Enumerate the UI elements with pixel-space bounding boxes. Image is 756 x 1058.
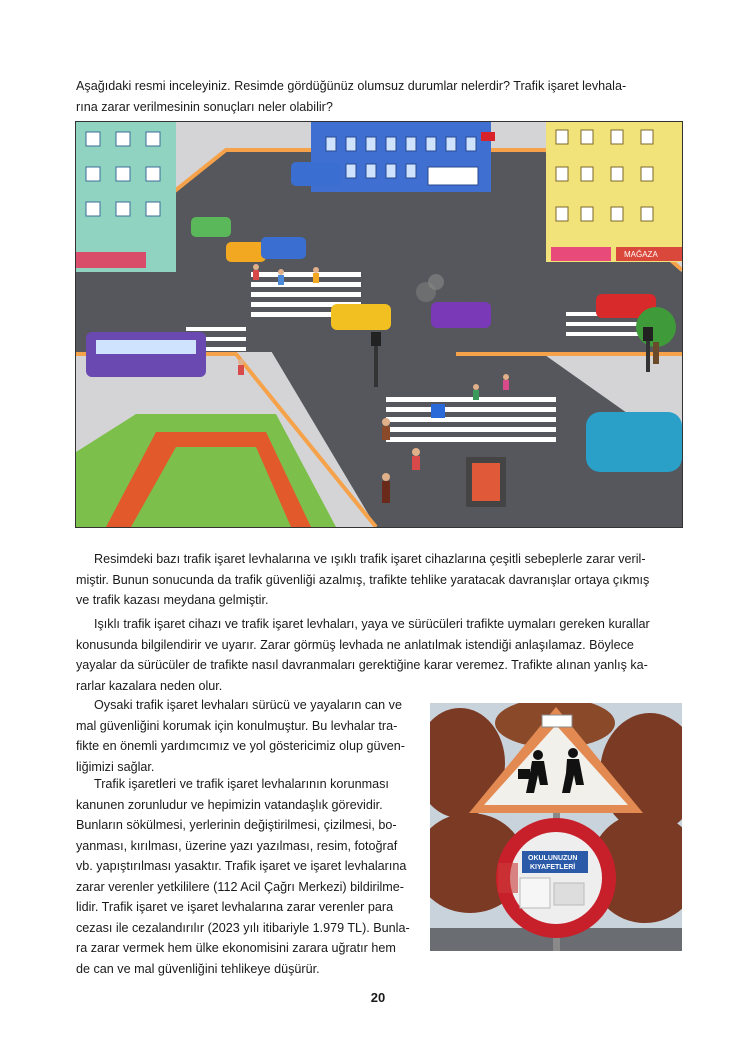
sticker bbox=[554, 883, 584, 905]
paragraph-line: yayalar da sürücüler de trafikte nasıl davranmaları gerektiğine karar veremez. Trafikte alınan yanlış ka- bbox=[76, 658, 648, 672]
page-number: 20 bbox=[370, 990, 386, 1005]
awning-left bbox=[76, 252, 146, 268]
paragraph-line: konusunda bilgilendirir ve uyarır. Zarar görmüş levhada ne anlatılmak istendiği anlaşılamaz. Böylece bbox=[76, 637, 634, 652]
pedestrian-crossing-sign bbox=[431, 404, 445, 418]
paragraph-line: yanması, kırılması, üzerine yazı yazılması, resim, fotoğraf bbox=[76, 838, 398, 853]
flag bbox=[481, 132, 495, 141]
car-orange bbox=[226, 242, 266, 262]
paragraph-line: rarlar kazalara neden olur. bbox=[76, 678, 223, 693]
car-teal bbox=[586, 412, 682, 472]
paragraph-line: zarar verenler yetkililere (112 Acil Çağrı Merkezi) bildirilme- bbox=[76, 879, 404, 894]
car-purple bbox=[431, 302, 491, 328]
car-blue bbox=[261, 237, 306, 259]
shop-awning bbox=[551, 247, 611, 261]
school-banner bbox=[428, 167, 478, 185]
paragraph-line: liğimizi sağlar. bbox=[76, 759, 155, 774]
damaged-sign-photo bbox=[430, 703, 682, 951]
bus-blue bbox=[291, 162, 341, 186]
paragraph-line: Resimdeki bazı trafik işaret levhalarına ve ışıklı trafik işaret cihazlarına çeşitli sebeplerle zarar veril- bbox=[94, 552, 646, 566]
paragraph-1 bbox=[76, 549, 682, 611]
paragraph-line: lidir. Trafik işaret ve işaret levhalarına zarar verenler para bbox=[76, 900, 394, 914]
paragraph-line: Oysaki trafik işaret levhaları sürücü ve yayaların can ve bbox=[94, 698, 402, 712]
sticker-text-2: KIYAFETLERİ bbox=[530, 864, 576, 871]
sticker bbox=[542, 715, 572, 727]
traffic-scene-illustration bbox=[75, 121, 683, 528]
paragraph-line: fikte en önemli yardımcımız ve yol göstericimiz olup güven- bbox=[76, 739, 405, 753]
paragraph-line: Trafik işaretleri ve trafik işaret levhalarının korunması bbox=[94, 777, 389, 791]
paragraph-line: cezası ile cezalandırılır (2023 yılı itibariyle 1.979 TL). Bunla- bbox=[76, 920, 410, 935]
paragraph-line: Bunların sökülmesi, yerlerinin değiştirilmesi, çizilmesi, bo- bbox=[76, 818, 397, 832]
paragraph-4 bbox=[76, 774, 426, 979]
intro-line: Aşağıdaki resmi inceleyiniz. Resimde gördüğünüz olumsuz durumlar nelerdir? Trafik işaret levhala- bbox=[76, 79, 627, 93]
paragraph-line: ra zarar vermek hem ülke ekonomisini zarara uğratır hem bbox=[76, 941, 396, 955]
paragraph-line: kanunen zorunludur ve hepimizin vatandaşlık görevidir. bbox=[76, 797, 383, 812]
paragraph-3 bbox=[76, 695, 426, 777]
paragraph-line: mal güvenliğini korumak için konulmuştur. Bu levhalar tra- bbox=[76, 718, 398, 733]
car-yellow-crashed bbox=[331, 304, 391, 330]
tree bbox=[636, 307, 676, 347]
cafe-sign: MAĞAZA bbox=[624, 250, 658, 259]
intro-paragraph bbox=[76, 76, 682, 117]
paragraph-line: Işıklı trafik işaret cihazı ve trafik işaret levhaları, yaya ve sürücüleri trafikte uymaları gereken kurallar bbox=[94, 617, 650, 631]
paragraph-2 bbox=[76, 614, 682, 696]
traffic-light bbox=[643, 327, 653, 341]
paragraph-line: de can ve mal güvenliğini tehlikeye düşürür. bbox=[76, 961, 320, 976]
sticker bbox=[520, 878, 550, 908]
scratch bbox=[498, 863, 518, 893]
bus-purple bbox=[86, 332, 206, 377]
car-green bbox=[191, 217, 231, 237]
paragraph-line: vb. yapıştırılması yasaktır. Trafik işaret ve işaret levhalarına bbox=[76, 859, 407, 873]
traffic-light bbox=[371, 332, 381, 346]
sticker-text-1: OKULUNUZUN bbox=[528, 855, 578, 862]
paragraph-line: miştir. Bunun sonucunda da trafik güvenliği azalmış, trafikte tehlike yaratacak davranışlar ortaya çıkmış bbox=[76, 572, 650, 587]
intro-line: rına zarar verilmesinin sonuçları neler olabilir? bbox=[76, 99, 333, 114]
paragraph-line: ve trafik kazası meydana gelmiştir. bbox=[76, 593, 269, 607]
